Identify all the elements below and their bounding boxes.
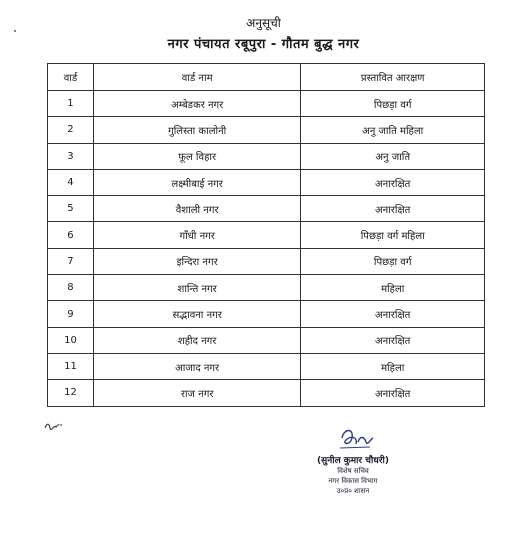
document-heading: अनुसूची <box>246 16 281 30</box>
ward-number: 4 <box>48 169 94 195</box>
ward-name: लक्ष्मीबाई नगर <box>93 169 301 195</box>
ward-number: 1 <box>48 91 94 117</box>
ward-reservation: अनारक्षित <box>301 380 485 406</box>
ward-name: इन्दिरा नगर <box>93 248 301 274</box>
ward-number: 6 <box>48 222 94 248</box>
ward-name: फूल विहार <box>93 143 301 169</box>
header-ward: वार्ड <box>48 64 94 91</box>
table-row <box>48 222 485 248</box>
signatory-government: उ०प्र० शासन <box>336 487 370 495</box>
ward-reservation-table <box>47 63 485 407</box>
table-row <box>48 380 485 406</box>
table-row <box>48 196 485 222</box>
table-row <box>48 91 485 117</box>
table-row <box>48 327 485 353</box>
ward-reservation: अनु जाति महिला <box>301 117 485 143</box>
signatory-block <box>293 453 413 496</box>
ward-name: राज नगर <box>93 380 301 406</box>
ward-reservation: अनारक्षित <box>301 196 485 222</box>
signatory-name: (सुनील कुमार चौधरी) <box>317 456 389 466</box>
ward-reservation: महिला <box>301 275 485 301</box>
table-row <box>48 117 485 143</box>
ward-reservation: पिछड़ा वर्ग महिला <box>301 222 485 248</box>
ward-number: 2 <box>48 117 94 143</box>
ward-number: 3 <box>48 143 94 169</box>
signatory-designation: विशेष सचिव <box>337 467 369 475</box>
ward-reservation: महिला <box>301 353 485 379</box>
ward-name: शहीद नगर <box>93 327 301 353</box>
ward-number: 9 <box>48 301 94 327</box>
signatory-department: नगर विकास विभाग <box>328 477 378 485</box>
header-ward-name: वार्ड नाम <box>93 64 301 91</box>
initials-mark <box>44 420 64 432</box>
ward-number: 7 <box>48 248 94 274</box>
ward-number: 8 <box>48 275 94 301</box>
ward-number: 10 <box>48 327 94 353</box>
ward-number: 12 <box>48 380 94 406</box>
ward-reservation: अनु जाति <box>301 143 485 169</box>
ward-reservation: अनारक्षित <box>301 169 485 195</box>
ward-reservation: अनारक्षित <box>301 327 485 353</box>
ward-name: अम्बेडकर नगर <box>93 91 301 117</box>
ward-name: शान्ति नगर <box>93 275 301 301</box>
ward-name: आजाद नगर <box>93 353 301 379</box>
document-subheading: नगर पंचायत रबूपुरा - गौतम बुद्ध नगर <box>167 37 360 52</box>
signature-mark <box>336 424 376 454</box>
table-row <box>48 143 485 169</box>
ward-name: गुलिस्ता कालोनी <box>93 117 301 143</box>
header-reservation: प्रस्तावित आरक्षण <box>301 64 485 91</box>
table-row <box>48 169 485 195</box>
table-row <box>48 353 485 379</box>
table-row <box>48 248 485 274</box>
ward-reservation: अनारक्षित <box>301 301 485 327</box>
table-header-row <box>48 64 485 91</box>
ward-name: वैशाली नगर <box>93 196 301 222</box>
ward-number: 5 <box>48 196 94 222</box>
ward-name: गाँधी नगर <box>93 222 301 248</box>
ward-number: 11 <box>48 353 94 379</box>
table-row <box>48 301 485 327</box>
ward-name: सद्भावना नगर <box>93 301 301 327</box>
ward-reservation: पिछड़ा वर्ग <box>301 91 485 117</box>
ward-reservation: पिछड़ा वर्ग <box>301 248 485 274</box>
table-row <box>48 275 485 301</box>
